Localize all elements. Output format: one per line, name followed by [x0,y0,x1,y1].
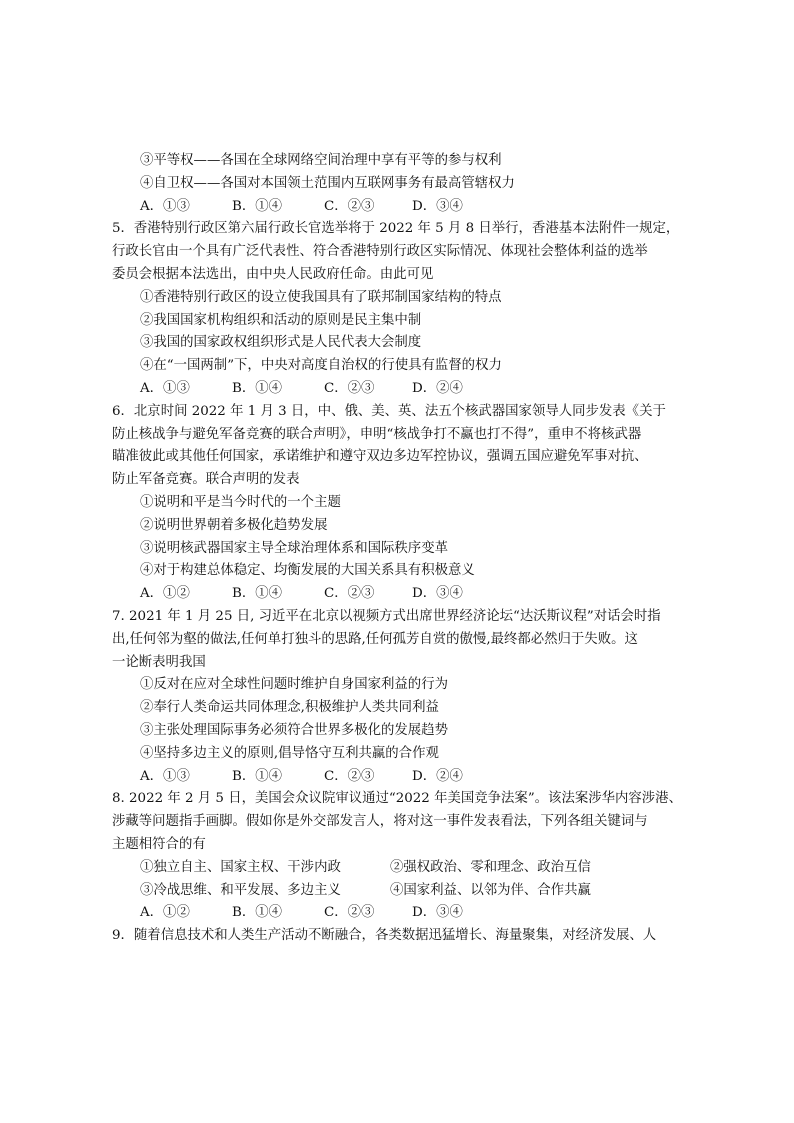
q6-stem-line-1: 6．北京时间 2022 年 1 月 3 日，中、俄、美、英、法五个核武器国家领导人同步发表《关于 [112,403,666,419]
q5-stem-line-3: 委员会根据本法选出，由中央人民政府任命。由此可见 [112,266,434,282]
q5-statement-4: ④在“一国两制”下，中央对高度自治权的行使具有监督的权力 [140,358,502,374]
q5-statement-3: ③我国的国家政权组织形式是人民代表大会制度 [140,335,422,351]
q6-stem-line-4: 防止军备竞赛。联合声明的发表 [112,472,300,488]
q7-stem-line-3: 一论断表明我国 [112,654,206,670]
q8-statements-row-1 [112,857,684,880]
q7-statement-1: ①反对在应对全球性问题时维护自身国家利益的行为 [140,677,448,693]
q8-statements-row-2 [112,880,684,903]
q8-stem-line-2: 涉藏等问题指手画脚。假如你是外交部发言人，将对这一事件发表看法，下列各组关键词与 [112,814,648,830]
q4-statement-4: ④自卫权——各国对本国领土范围内互联网事务有最高管辖权力 [140,175,515,191]
q6-statement-2: ②说明世界朝着多极化趋势发展 [140,517,328,533]
q4-statement-3: ③平等权——各国在全球网络空间治理中享有平等的参与权利 [140,153,502,168]
q8-option-a: A．①② [140,905,190,921]
q8-options [112,902,684,925]
q5-stem-line-1: 5．香港特别行政区第六届行政长官选举将于 2022 年 5 月 8 日举行，香港基本法附件一规定， [112,221,680,237]
q8-option-c: C．②③ [324,905,375,921]
q7-stem-line-1: 7. 2021 年 1 月 25 日, 习近平在北京以视频方式出席世界经济论坛“达沃斯议程”对话会时指 [112,608,661,624]
q7-option-d: D．②④ [412,768,463,784]
q6-stem-line-3: 瞄准彼此或其他任何国家，承诺维护和遵守双边多边军控协议，强调五国应避免军事对抗、 [112,449,648,465]
q4-option-d: D．③④ [412,198,463,214]
q7-option-c: C．②③ [324,768,375,784]
q5-options [112,378,684,401]
q7-options [112,766,684,789]
q6-option-a: A．①② [140,586,190,602]
q5-statement-1: ①香港特别行政区的设立使我国具有了联邦制国家结构的特点 [140,289,502,305]
q7-statement-3: ③主张处理国际事务必须符合世界多极化的发展趋势 [140,722,448,738]
q5-option-a: A．①③ [140,380,190,396]
q6-stem-line-2: 防止核战争与避免军备竞赛的联合声明》，申明“核战争打不赢也打不得”，重申不将核武器 [112,426,642,442]
q5-statement-2: ②我国国家机构组织和活动的原则是民主集中制 [140,312,422,328]
q6-options [112,583,684,606]
q9-stem-line-1: 9．随着信息技术和人类生产活动不断融合，各类数据迅猛增长、海量聚集，对经济发展、人 [112,928,657,944]
q6-option-c: C．②③ [324,586,375,602]
q8-statement-3: ③冷战思维、和平发展、多边主义 [140,882,341,898]
q4-options [112,196,684,219]
q4-option-a: A．①③ [140,198,190,214]
q7-statement-4: ④坚持多边主义的原则,倡导恪守互利共赢的合作观 [140,745,439,761]
q4-option-b: B．①④ [232,198,283,214]
page-content [112,150,684,948]
q6-option-d: D．③④ [412,586,463,602]
q8-statement-1: ①独立自主、国家主权、干涉内政 [140,859,341,875]
q8-option-b: B．①④ [232,905,283,921]
q8-option-d: D．③④ [412,905,463,921]
q5-option-b: B．①④ [232,380,283,396]
q4-option-c: C．②③ [324,198,375,214]
q8-statement-2: ②强权政治、零和理念、政治互信 [390,859,591,875]
q5-stem-line-2: 行政长官由一个具有广泛代表性、符合香港特别行政区实际情况、体现社会整体利益的选举 [112,244,648,260]
q7-option-b: B．①④ [232,768,283,784]
q8-statement-4: ④国家利益、以邻为伴、合作共赢 [390,882,591,898]
q5-option-d: D．②④ [412,380,463,396]
q5-option-c: C．②③ [324,380,375,396]
q8-stem-line-1: 8. 2022 年 2 月 5 日，美国会众议院审议通过“2022 年美国竞争法案”。该法案涉华内容涉港、 [112,791,682,807]
q6-statement-4: ④对于构建总体稳定、均衡发展的大国关系具有积极意义 [140,563,475,579]
q6-statement-3: ③说明核武器国家主导全球治理体系和国际秩序变革 [140,540,448,556]
q7-option-a: A．①③ [140,768,190,784]
q6-statement-1: ①说明和平是当今时代的一个主题 [140,494,341,510]
q6-option-b: B．①④ [232,586,283,602]
q7-stem-line-2: 出,任何邻为壑的做法,任何单打独斗的思路,任何孤芳自赏的傲慢,最终都必然归于失败。这 [112,631,638,647]
q8-stem-line-3: 主题相符合的有 [112,836,206,852]
q7-statement-2: ②奉行人类命运共同体理念,积极维护人类共同利益 [140,700,439,716]
